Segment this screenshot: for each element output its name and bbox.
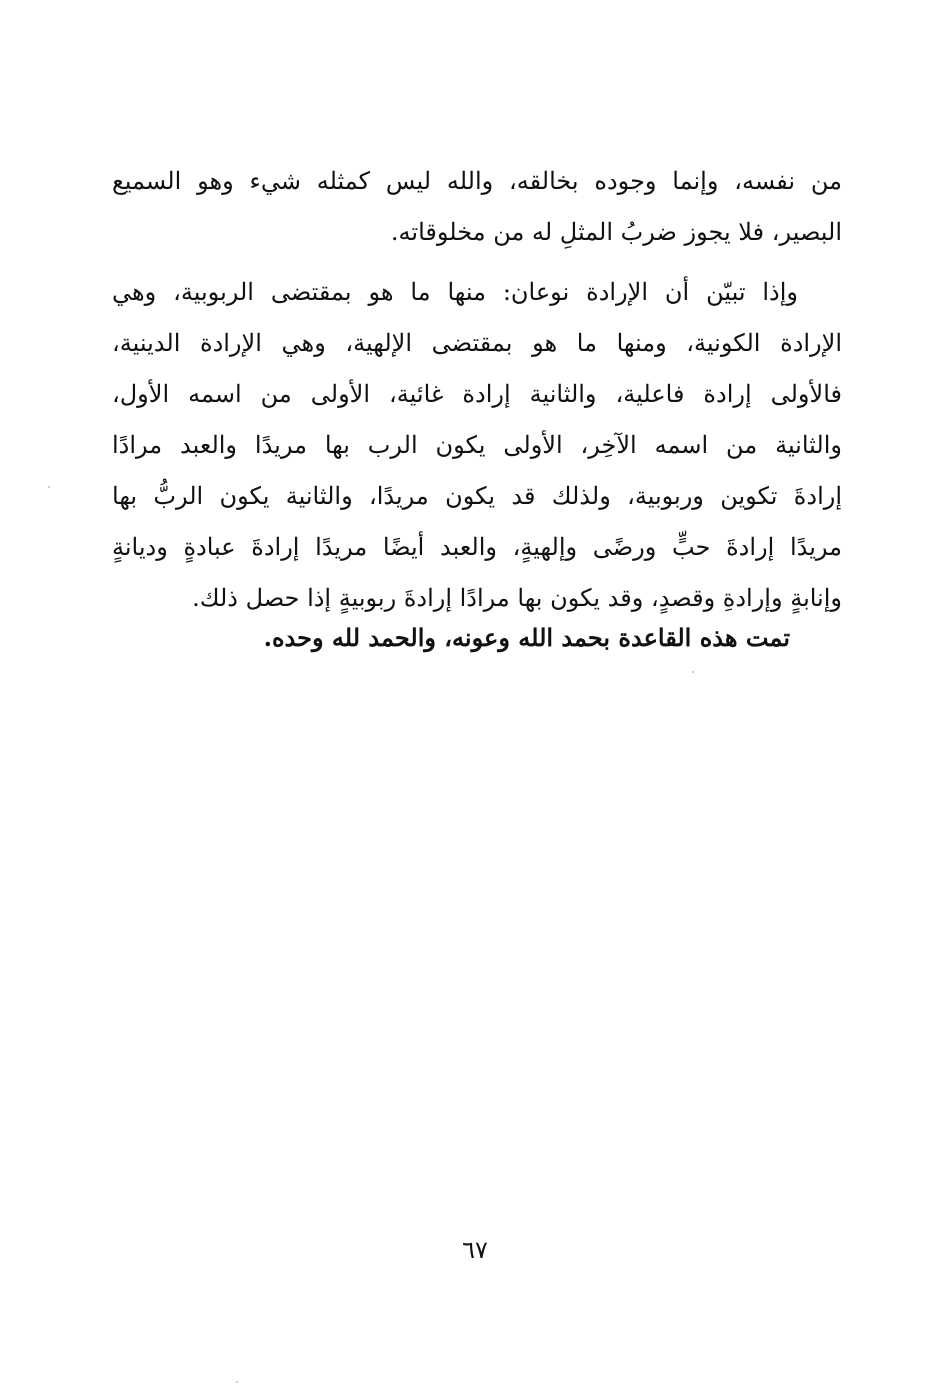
closing-statement: تمت هذه القاعدة بحمد الله وعونه، والحمد لله وحده. — [263, 623, 790, 652]
page-number: ٦٧ — [462, 1236, 488, 1264]
paragraph-2 — [112, 267, 842, 624]
paragraph-line: الإرادة الكونية، ومنها ما هو بمقتضى الإلهية، وهي الإرادة الدينية، — [112, 329, 842, 357]
scan-speck — [692, 671, 694, 673]
scan-speck — [48, 486, 50, 488]
scan-speck — [236, 1381, 238, 1383]
paragraph-line: من نفسه، وإنما وجوده بخالقه، والله ليس كمثله شيء وهو السميع — [112, 167, 843, 195]
paragraph-line: وإنابةٍ وإرادةِ وقصدٍ، وقد يكون بها مرادًا إرادةَ ربوبيةٍ إذا حصل ذلك. — [192, 584, 842, 612]
paragraph-line: والثانية من اسمه الآخِر، الأولى يكون الرب بها مريدًا والعبد مرادًا — [112, 431, 842, 459]
paragraph-line: وإذا تبيّن أن الإرادة نوعان: منها ما هو بمقتضى الربوبية، وهي — [112, 278, 798, 306]
paragraph-line: فالأولى إرادة فاعلية، والثانية إرادة غائية، الأولى من اسمه الأول، — [112, 380, 842, 408]
paragraph-line: البصير، فلا يجوز ضربُ المثلِ له من مخلوقاته. — [390, 218, 842, 246]
paragraph-line: مريدًا إرادةَ حبٍّ ورضًى وإلهيةٍ، والعبد أيضًا مريدًا إرادةَ عبادةٍ وديانةٍ — [112, 533, 842, 561]
paragraph-1 — [112, 156, 842, 258]
paragraph-line: إرادةَ تكوين وربوبية، ولذلك قد يكون مريدًا، والثانية يكون الربُّ بها — [112, 482, 842, 510]
